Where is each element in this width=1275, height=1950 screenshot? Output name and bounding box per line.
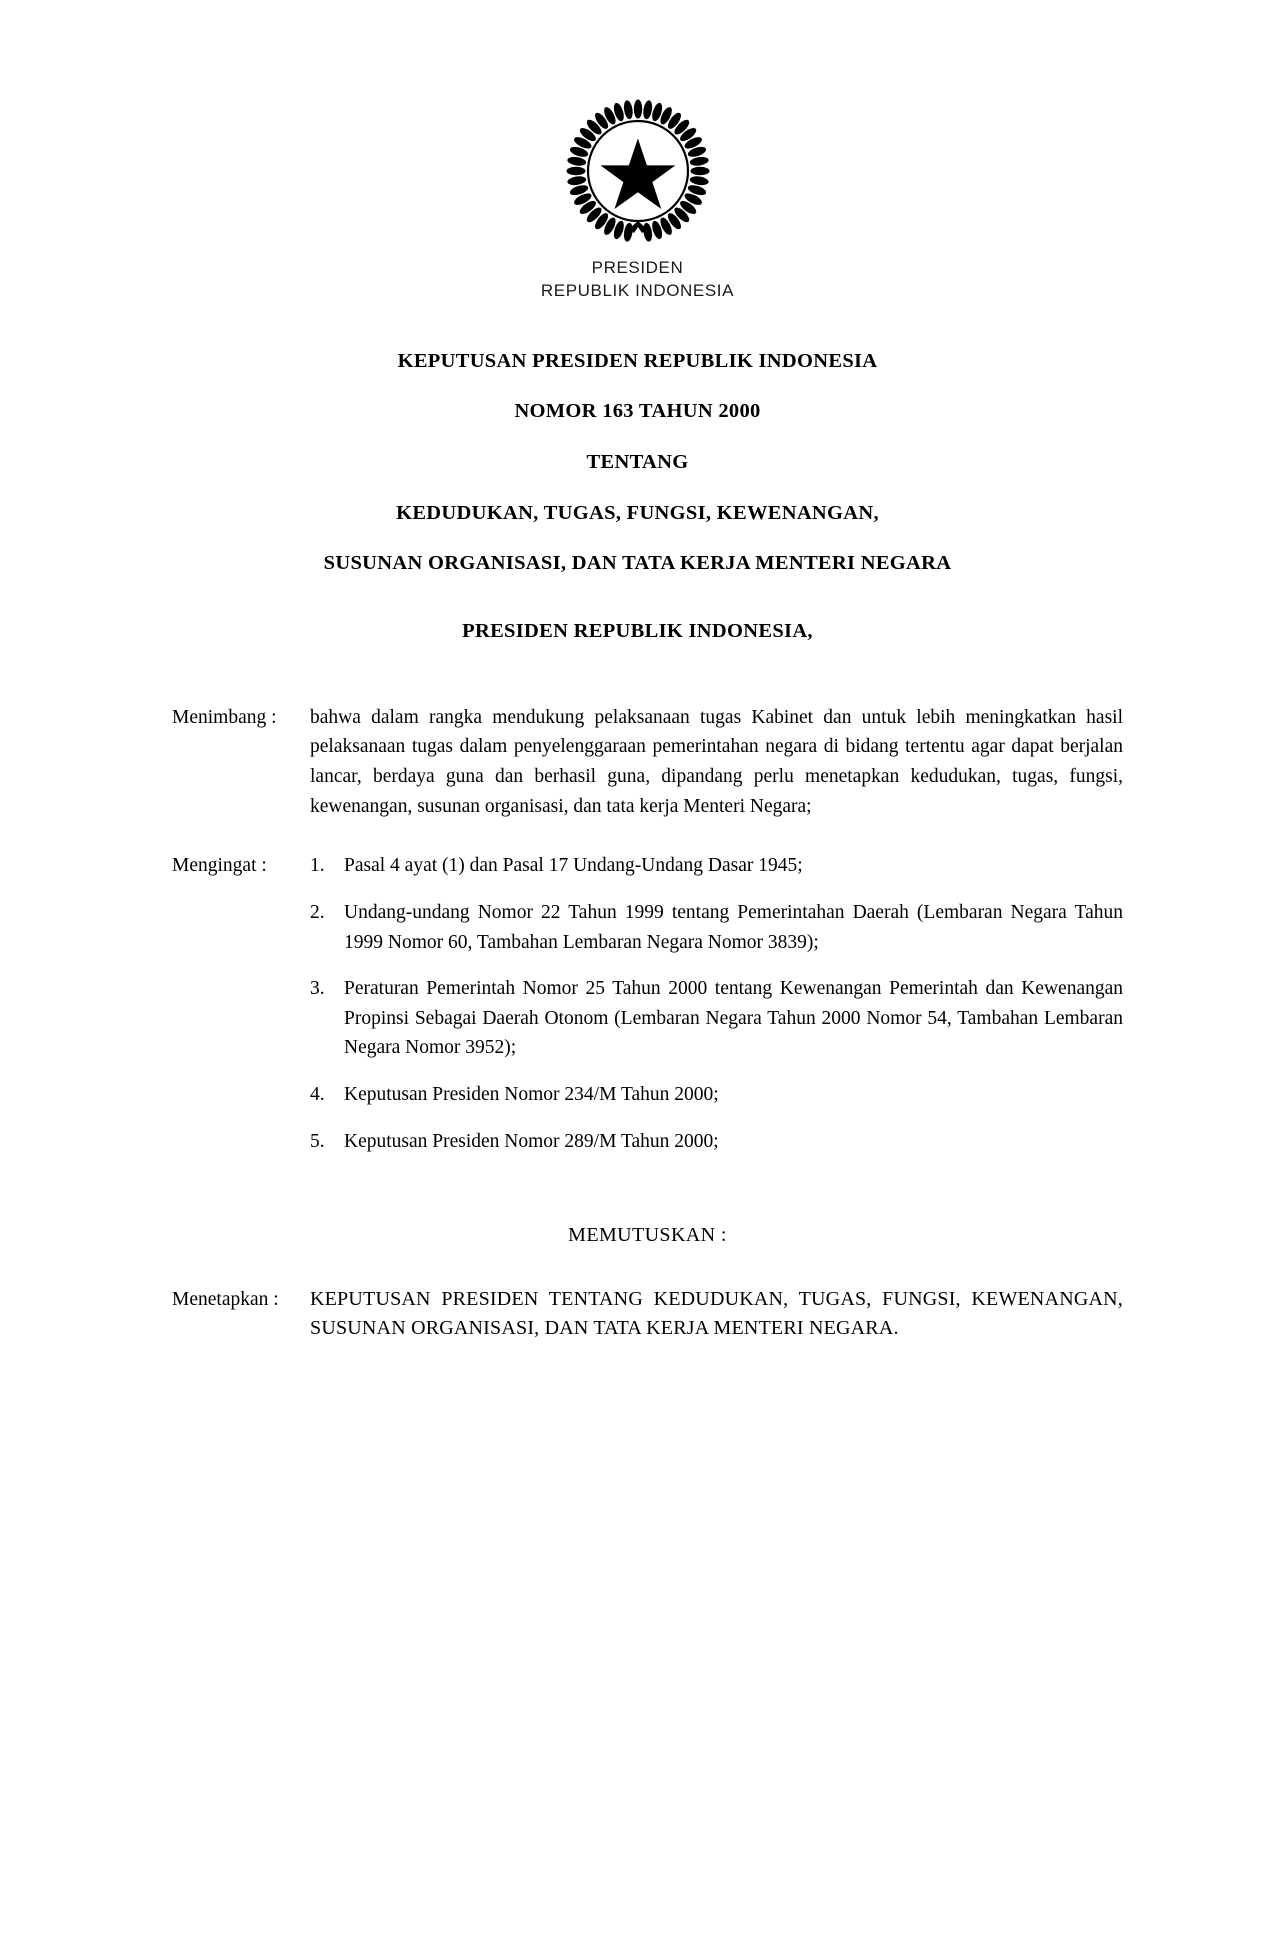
emblem-caption-line-1: PRESIDEN xyxy=(591,258,684,277)
list-item xyxy=(310,1080,1123,1110)
list-item xyxy=(310,974,1123,1063)
subject-line-2: SUSUNAN ORGANISASI, DAN TATA KERJA MENTERI NEGARA xyxy=(323,552,952,575)
considering-clause xyxy=(172,703,1123,822)
stipulating-clause xyxy=(172,1285,1123,1343)
recalling-list xyxy=(310,851,1123,1156)
list-item xyxy=(310,898,1123,957)
emblem-caption xyxy=(0,257,1275,303)
stipulating-text: KEPUTUSAN PRESIDEN TENTANG KEDUDUKAN, TUGAS, FUNGSI, KEWENANGAN, SUSUNAN ORGANISASI, DAN TATA KERJA MENTERI NEGARA. xyxy=(310,1287,1123,1339)
subject-line-1: KEDUDUKAN, TUGAS, FUNGSI, KEWENANGAN, xyxy=(396,501,879,524)
list-item-number: 4. xyxy=(310,1084,325,1106)
document-title-block xyxy=(0,349,1275,643)
considering-text: bahwa dalam rangka mendukung pelaksanaan tugas Kabinet dan untuk lebih meningkatkan hasil pelaksanaan tugas dalam penyelenggaraan pemerintahan negara di bidang tertentu agar dapat berjalan lancar, berdaya guna dan berhasil guna, dipandang perlu menetapkan kedudukan, tugas, fungsi, kewenangan, susunan organisasi, dan tata kerja Menteri Negara; xyxy=(310,706,1123,817)
page-title: KEPUTUSAN PRESIDEN REPUBLIK INDONESIA xyxy=(397,349,878,372)
document-number: NOMOR 163 TAHUN 2000 xyxy=(514,400,761,423)
garuda-star-wreath-emblem xyxy=(563,96,713,246)
emblem-caption-line-2: REPUBLIK INDONESIA xyxy=(540,280,735,300)
recalling-label: Mengingat : xyxy=(172,855,267,877)
list-item-text: Pasal 4 ayat (1) dan Pasal 17 Undang-Undang Dasar 1945; xyxy=(344,855,803,877)
recalling-clause xyxy=(172,851,1123,1156)
emblem-block xyxy=(0,0,1275,303)
list-item-number: 3. xyxy=(310,978,325,1000)
decides-heading: MEMUTUSKAN : xyxy=(568,1224,727,1247)
about-label: TENTANG xyxy=(586,451,689,474)
recalling-body xyxy=(310,851,1123,1156)
considering-body xyxy=(310,703,1123,822)
list-item-text: Keputusan Presiden Nomor 289/M Tahun 2000; xyxy=(344,1130,719,1152)
list-item-text: Undang-undang Nomor 22 Tahun 1999 tentang Pemerintahan Daerah (Lembaran Negara Tahun 1999 Nomor 60, Tambahan Lembaran Negara Nomor 3839); xyxy=(344,901,1123,953)
document-body xyxy=(0,703,1275,1343)
list-item-text: Keputusan Presiden Nomor 234/M Tahun 2000; xyxy=(344,1084,719,1106)
list-item-number: 1. xyxy=(310,855,325,877)
list-item xyxy=(310,851,1123,881)
list-item-number: 2. xyxy=(310,901,325,923)
considering-label: Menimbang : xyxy=(172,706,277,728)
list-item xyxy=(310,1127,1123,1157)
stipulating-label: Menetapkan : xyxy=(172,1288,279,1310)
issuing-authority: PRESIDEN REPUBLIK INDONESIA, xyxy=(462,619,813,642)
list-item-text: Peraturan Pemerintah Nomor 25 Tahun 2000 tentang Kewenangan Pemerintah dan Kewenangan Propinsi Sebagai Daerah Otonom (Lembaran Negara Tahun 2000 Nomor 54, Tambahan Lembaran Negara Nomor 3952); xyxy=(344,978,1123,1059)
list-item-number: 5. xyxy=(310,1130,325,1152)
